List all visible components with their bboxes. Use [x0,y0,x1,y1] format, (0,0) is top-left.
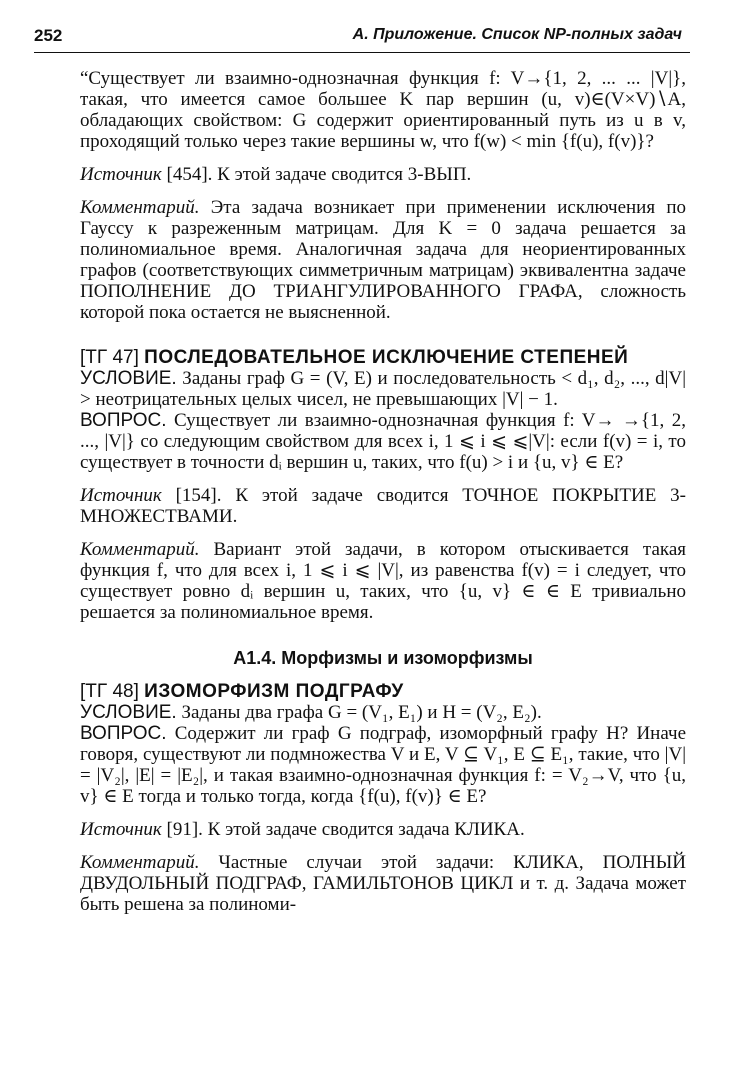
intro-question: “Существует ли взаимно-однозначная функция f: V→{1, 2, ... ... |V|}, такая, что имеется самое большее K пар вершин (u, v)∈(V×V)∖A, обладающих свойством: G содержит ориентированный путь из u в v, проходящий только через такие вершины w, что f(w) < min {f(u), f(v)}? [80,68,686,152]
task-48-question [80,723,686,807]
source-text: [154]. К этой задаче сводится ТОЧНОЕ ПОКРЫТИЕ 3-МНОЖЕСТВАМИ. [80,485,686,527]
task-48-source [80,819,686,840]
question-label: ВОПРОС. [80,723,167,744]
source-label: Источник [80,485,162,506]
source-text: [454]. К этой задаче сводится 3-ВЫП. [166,164,472,185]
task-47-heading [80,347,686,368]
task-48-title: ИЗОМОРФИЗМ ПОДГРАФУ [144,681,404,702]
intro-source [80,164,686,185]
running-title: А. Приложение. Список NP-полных задач [352,26,682,43]
condition-text: Заданы граф G = (V, E) и последовательность < d₁, d₂, ..., d|V| > неотрицательных целых чисел, не превышающих |V| − 1. [80,368,687,410]
condition-label: УСЛОВИЕ. [80,368,177,389]
source-label: Источник [80,164,162,185]
task-48-comment [80,852,686,915]
page-body [80,68,686,915]
task-47-title: ПОСЛЕДОВАТЕЛЬНОЕ ИСКЛЮЧЕНИЕ СТЕПЕНЕЙ [144,347,629,368]
question-text: Существует ли взаимно-однозначная функция f: V→ →{1, 2, ..., |V|} со следующим свойством для всех i, 1 ⩽ i ⩽ ⩽|V|: если f(v) = i, то существует в точности dᵢ вершин u, таких, что f(u) > i и {u, v} ∈ E? [80,410,686,473]
condition-text: Заданы два графа G = (V₁, E₁) и H = (V₂, E₂). [181,702,542,723]
task-48-condition [80,702,686,723]
comment-label: Комментарий. [80,852,200,873]
section-heading: А1.4. Морфизмы и изоморфизмы [233,648,533,668]
comment-text: Эта задача возникает при применении исключения по Гауссу к разреженным матрицам. Для K = 0 задача решается за полиномиальное время. Аналогичная задача для неориентированных графов (соответствующих симметричным матрицам) эквивалентна задаче ПОПОЛНЕНИЕ ДО ТРИАНГУЛИРОВАННОГО ГРАФА, сложность которой пока остается не выясненной. [80,197,687,323]
question-label: ВОПРОС. [80,410,167,431]
source-label: Источник [80,819,162,840]
page-header [34,26,690,53]
intro-comment [80,197,686,323]
question-text: Содержит ли граф G подграф, изоморфный графу H? Иначе говоря, существуют ли подмножества V и E, V ⊆ V₁, E ⊆ E₁, такие, что |V| = |V₂|, |E| = |E₂|, и такая взаимно-однозначная функция f: = V₂→V, что {u, v} ∈ E тогда и только тогда, когда {f(u), f(v)} ∈ E? [80,723,686,807]
comment-label: Комментарий. [80,197,200,218]
comment-text: Вариант этой задачи, в котором отыскивается такая функция f, что для всех i, 1 ⩽ i ⩽ |V|, из равенства f(v) = i следует, что существует ровно dᵢ вершин u, таких, что {u, v} ∈ ∈ E тривиально решается за полиномиальное время. [80,539,686,623]
comment-text: Частные случаи этой задачи: КЛИКА, ПОЛНЫЙ ДВУДОЛЬНЫЙ ПОДГРАФ, ГАМИЛЬТОНОВ ЦИКЛ и т. д. Задача может быть решена за полиноми- [80,852,686,915]
task-47-source [80,485,686,527]
page-number: 252 [34,26,63,45]
task-47-id: [ТГ 47] [80,347,139,368]
condition-label: УСЛОВИЕ. [80,702,177,723]
task-47-comment [80,539,686,623]
comment-label: Комментарий. [80,539,200,560]
task-48-id: [ТГ 48] [80,681,139,702]
source-text: [91]. К этой задаче сводится задача КЛИКА. [166,819,525,840]
task-48-heading [80,681,686,702]
task-47-condition [80,368,686,410]
task-47-question [80,410,686,473]
